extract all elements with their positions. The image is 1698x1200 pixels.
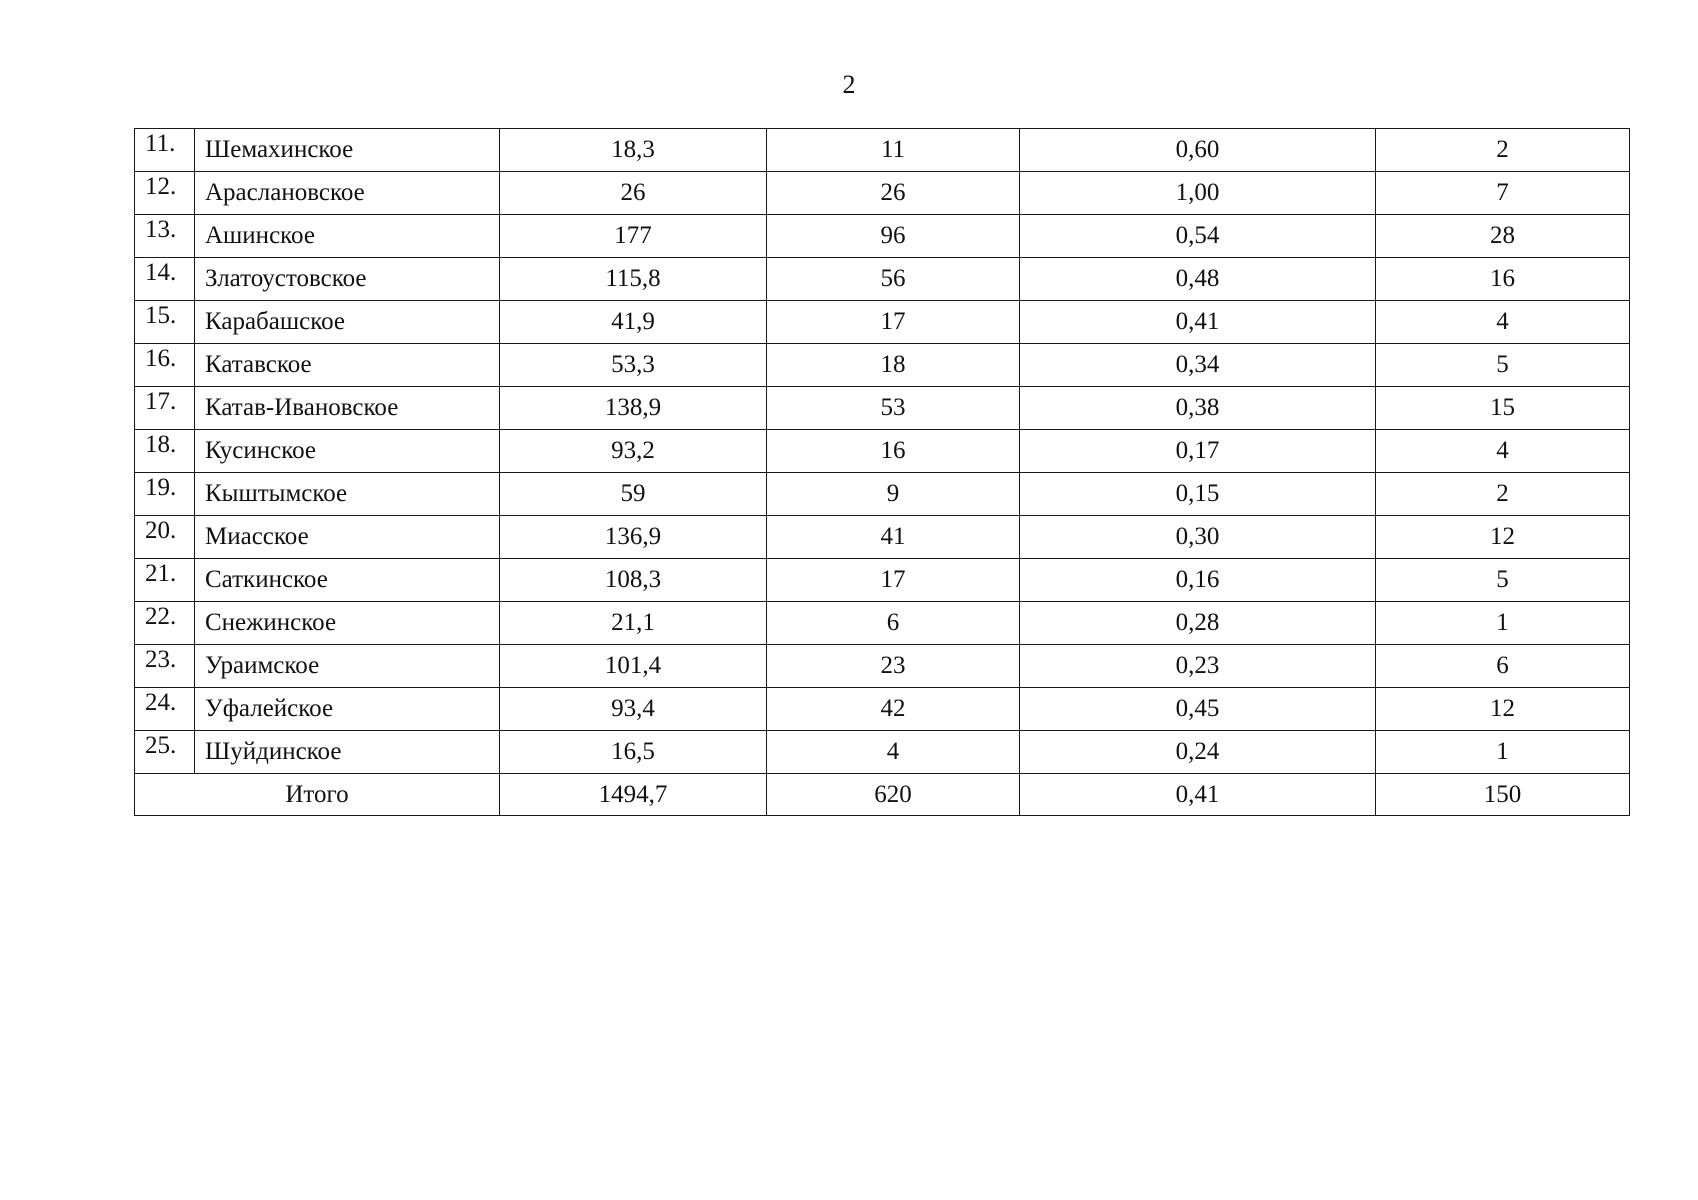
row-count: 41 bbox=[767, 516, 1020, 559]
row-quota: 12 bbox=[1376, 688, 1630, 731]
row-quota: 4 bbox=[1376, 430, 1630, 473]
row-area: 26 bbox=[500, 172, 767, 215]
row-name: Златоустовское bbox=[195, 258, 500, 301]
row-density: 0,24 bbox=[1020, 731, 1376, 774]
row-number: 14. bbox=[135, 258, 195, 301]
row-name: Араслановское bbox=[195, 172, 500, 215]
row-density: 0,45 bbox=[1020, 688, 1376, 731]
table-row bbox=[135, 172, 1630, 215]
table-row bbox=[135, 559, 1630, 602]
row-area: 16,5 bbox=[500, 731, 767, 774]
row-number: 24. bbox=[135, 688, 195, 731]
row-quota: 15 bbox=[1376, 387, 1630, 430]
row-name: Шемахинское bbox=[195, 129, 500, 172]
row-count: 53 bbox=[767, 387, 1020, 430]
table-row bbox=[135, 430, 1630, 473]
row-area: 93,4 bbox=[500, 688, 767, 731]
row-name: Кыштымское bbox=[195, 473, 500, 516]
row-count: 23 bbox=[767, 645, 1020, 688]
row-number: 17. bbox=[135, 387, 195, 430]
row-density: 0,41 bbox=[1020, 301, 1376, 344]
row-name: Саткинское bbox=[195, 559, 500, 602]
total-count: 620 bbox=[767, 774, 1020, 816]
row-count: 56 bbox=[767, 258, 1020, 301]
row-number: 21. bbox=[135, 559, 195, 602]
row-number: 16. bbox=[135, 344, 195, 387]
row-area: 115,8 bbox=[500, 258, 767, 301]
total-density: 0,41 bbox=[1020, 774, 1376, 816]
table-row bbox=[135, 688, 1630, 731]
total-quota: 150 bbox=[1376, 774, 1630, 816]
row-number: 11. bbox=[135, 129, 195, 172]
row-density: 1,00 bbox=[1020, 172, 1376, 215]
row-area: 21,1 bbox=[500, 602, 767, 645]
row-area: 138,9 bbox=[500, 387, 767, 430]
row-count: 17 bbox=[767, 559, 1020, 602]
row-name: Кусинское bbox=[195, 430, 500, 473]
row-area: 93,2 bbox=[500, 430, 767, 473]
row-quota: 2 bbox=[1376, 473, 1630, 516]
row-area: 101,4 bbox=[500, 645, 767, 688]
row-density: 0,34 bbox=[1020, 344, 1376, 387]
row-density: 0,28 bbox=[1020, 602, 1376, 645]
table-row bbox=[135, 731, 1630, 774]
table-row bbox=[135, 258, 1630, 301]
row-area: 136,9 bbox=[500, 516, 767, 559]
row-quota: 5 bbox=[1376, 559, 1630, 602]
table-row bbox=[135, 473, 1630, 516]
row-density: 0,54 bbox=[1020, 215, 1376, 258]
row-area: 59 bbox=[500, 473, 767, 516]
data-table bbox=[134, 128, 1630, 816]
row-number: 20. bbox=[135, 516, 195, 559]
row-quota: 1 bbox=[1376, 731, 1630, 774]
row-density: 0,30 bbox=[1020, 516, 1376, 559]
row-area: 18,3 bbox=[500, 129, 767, 172]
row-number: 23. bbox=[135, 645, 195, 688]
row-quota: 4 bbox=[1376, 301, 1630, 344]
total-label: Итого bbox=[135, 774, 500, 816]
row-count: 9 bbox=[767, 473, 1020, 516]
row-number: 12. bbox=[135, 172, 195, 215]
row-count: 17 bbox=[767, 301, 1020, 344]
row-density: 0,16 bbox=[1020, 559, 1376, 602]
row-density: 0,38 bbox=[1020, 387, 1376, 430]
row-count: 4 bbox=[767, 731, 1020, 774]
row-number: 25. bbox=[135, 731, 195, 774]
row-count: 18 bbox=[767, 344, 1020, 387]
page-number: 2 bbox=[842, 70, 856, 99]
row-count: 11 bbox=[767, 129, 1020, 172]
row-quota: 7 bbox=[1376, 172, 1630, 215]
row-quota: 2 bbox=[1376, 129, 1630, 172]
row-density: 0,17 bbox=[1020, 430, 1376, 473]
row-name: Карабашское bbox=[195, 301, 500, 344]
row-number: 18. bbox=[135, 430, 195, 473]
row-area: 108,3 bbox=[500, 559, 767, 602]
row-number: 15. bbox=[135, 301, 195, 344]
row-number: 13. bbox=[135, 215, 195, 258]
table-row bbox=[135, 344, 1630, 387]
row-count: 6 bbox=[767, 602, 1020, 645]
row-quota: 28 bbox=[1376, 215, 1630, 258]
row-density: 0,60 bbox=[1020, 129, 1376, 172]
row-count: 96 bbox=[767, 215, 1020, 258]
row-name: Ашинское bbox=[195, 215, 500, 258]
row-name: Катавское bbox=[195, 344, 500, 387]
row-area: 53,3 bbox=[500, 344, 767, 387]
row-quota: 12 bbox=[1376, 516, 1630, 559]
row-number: 19. bbox=[135, 473, 195, 516]
row-name: Снежинское bbox=[195, 602, 500, 645]
row-quota: 1 bbox=[1376, 602, 1630, 645]
row-count: 16 bbox=[767, 430, 1020, 473]
table-row bbox=[135, 129, 1630, 172]
row-name: Уфалейское bbox=[195, 688, 500, 731]
table-row bbox=[135, 645, 1630, 688]
row-quota: 5 bbox=[1376, 344, 1630, 387]
row-quota: 16 bbox=[1376, 258, 1630, 301]
row-density: 0,23 bbox=[1020, 645, 1376, 688]
row-count: 26 bbox=[767, 172, 1020, 215]
row-density: 0,48 bbox=[1020, 258, 1376, 301]
row-density: 0,15 bbox=[1020, 473, 1376, 516]
table-row bbox=[135, 215, 1630, 258]
row-area: 41,9 bbox=[500, 301, 767, 344]
table-row bbox=[135, 387, 1630, 430]
row-name: Ураимское bbox=[195, 645, 500, 688]
row-name: Миасское bbox=[195, 516, 500, 559]
row-quota: 6 bbox=[1376, 645, 1630, 688]
table-row bbox=[135, 602, 1630, 645]
row-name: Шуйдинское bbox=[195, 731, 500, 774]
total-area: 1494,7 bbox=[500, 774, 767, 816]
row-count: 42 bbox=[767, 688, 1020, 731]
row-number: 22. bbox=[135, 602, 195, 645]
table-row bbox=[135, 516, 1630, 559]
table-row bbox=[135, 301, 1630, 344]
row-name: Катав-Ивановское bbox=[195, 387, 500, 430]
total-row bbox=[135, 774, 1630, 816]
row-area: 177 bbox=[500, 215, 767, 258]
